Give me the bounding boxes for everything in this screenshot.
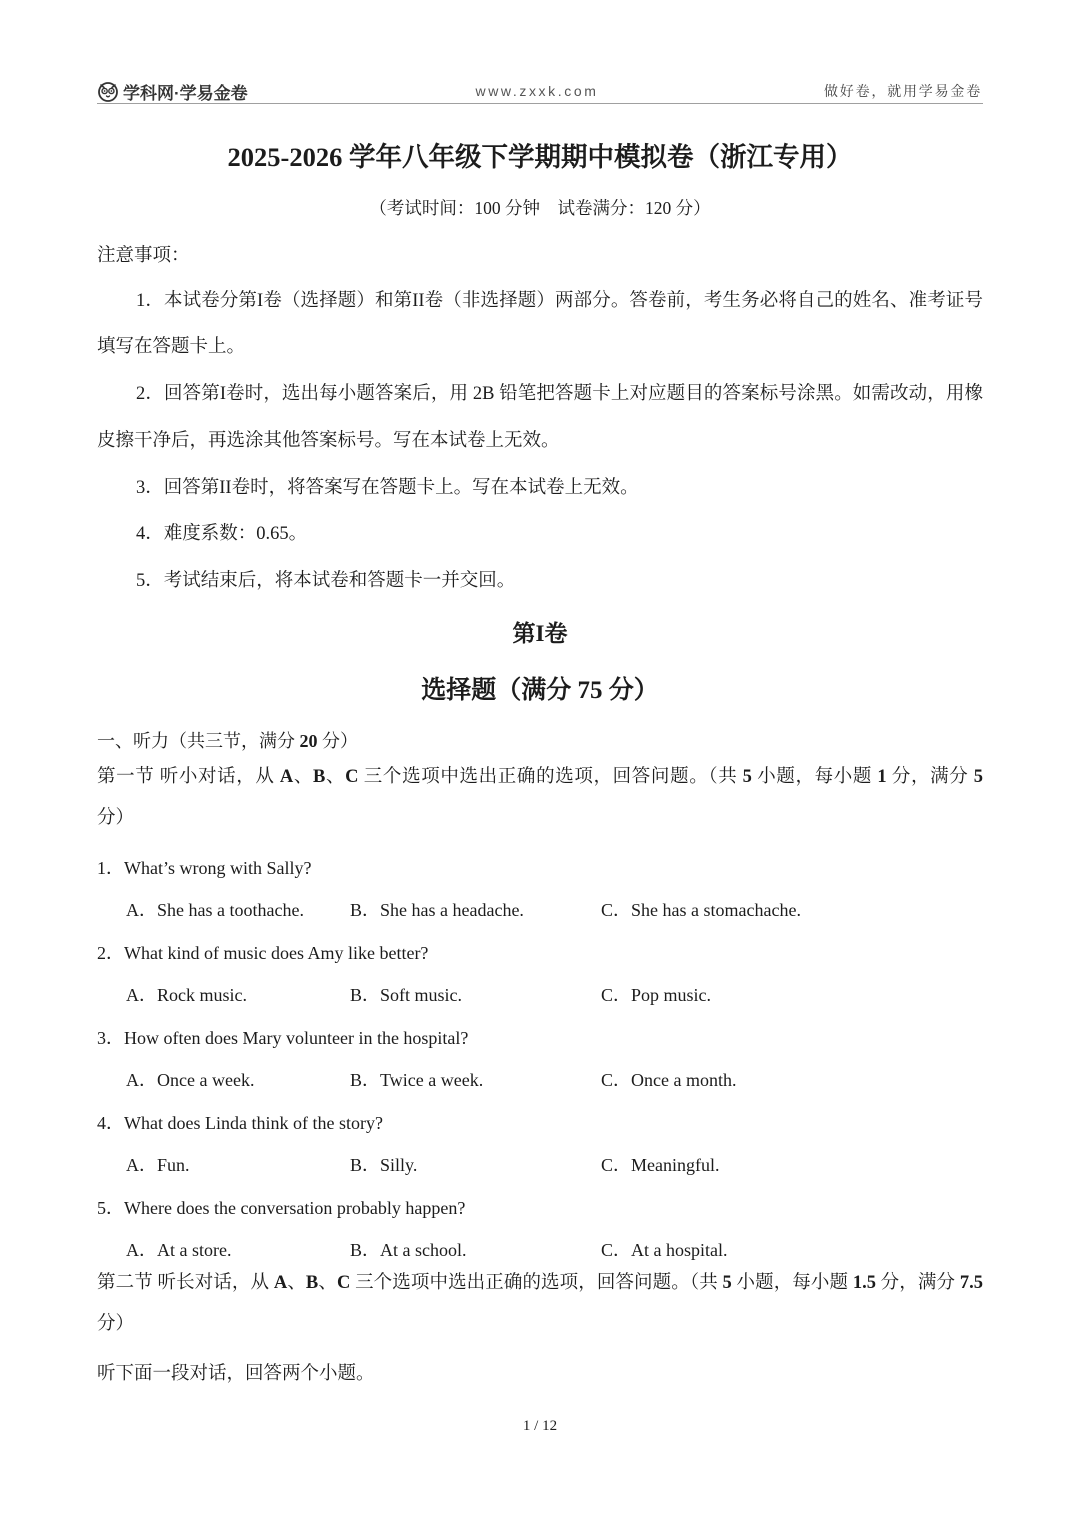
option-c: C．Pop music. — [601, 985, 712, 1006]
question-text: 4．What does Linda think of the story? — [97, 1112, 383, 1133]
text-segment: 、 — [325, 766, 346, 787]
notice-item: 2．回答第I卷时，选出每小题答案后，用 2B 铅笔把答题卡上对应题目的答案标号涂黑。如需改动，用橡皮擦干净后，再选涂其他答案标号。写在本试卷上无效。 — [97, 384, 983, 451]
option-a: A．Rock music. — [126, 985, 247, 1006]
text-segment: 分） — [97, 1313, 135, 1334]
text-segment: 小题，每小题 — [731, 1272, 853, 1293]
part-title: 第I卷 — [512, 621, 568, 646]
text-segment: 、 — [293, 766, 313, 787]
option-row — [97, 1059, 983, 1102]
listening-heading — [97, 726, 358, 756]
option-c: C．She has a stomachache. — [601, 900, 801, 921]
notice-item: 3．回答第II卷时，将答案写在答题卡上。写在本试卷上无效。 — [136, 477, 639, 498]
text-segment: 分，满分 — [875, 1272, 960, 1293]
text-segment: A — [279, 766, 294, 787]
exam-info: （考试时间：100 分钟 试卷满分：120 分） — [369, 198, 711, 218]
option-row — [97, 974, 983, 1017]
question-text: 2．What kind of music does Amy like better? — [97, 942, 429, 963]
option-a: A．She has a toothache. — [126, 900, 304, 921]
text-segment: 5 — [742, 766, 752, 787]
text-segment: 三个选项中选出正确的选项，回答问题。（共 — [358, 766, 743, 787]
text-segment: B — [313, 766, 326, 787]
text-segment: 小题，每小题 — [751, 766, 878, 787]
page-number: 1 / 12 — [522, 1418, 558, 1434]
option-b: B．Silly. — [350, 1155, 418, 1176]
option-c: C．At a hospital. — [601, 1240, 728, 1261]
text-segment: C — [345, 766, 359, 787]
text-segment: 、 — [287, 1272, 306, 1293]
question-text: 1．What’s wrong with Sally? — [97, 857, 312, 878]
option-b: B．Soft music. — [350, 985, 463, 1006]
option-b: B．She has a headache. — [350, 900, 524, 921]
text-segment: A — [273, 1272, 288, 1293]
notice-heading: 注意事项： — [97, 246, 190, 266]
part-subtitle: 选择题（满分 75 分） — [421, 677, 659, 704]
header-url: www.zxxk.com — [475, 83, 599, 99]
option-a: A．At a store. — [126, 1240, 232, 1261]
text-segment: 一、听力（共三节，满分 — [97, 731, 300, 751]
option-row — [97, 1144, 983, 1187]
site-logo — [97, 80, 248, 102]
notice-item: 5．考试结束后，将本试卷和答题卡一并交回。 — [136, 571, 516, 592]
text-segment: 三个选项中选出正确的选项，回答问题。（共 — [350, 1272, 723, 1293]
text-segment: 1.5 — [852, 1272, 876, 1293]
question-text: 3．How often does Mary volunteer in the hospital? — [97, 1027, 469, 1048]
question-text: 5．Where does the conversation probably happen? — [97, 1197, 466, 1218]
option-c: C．Once a month. — [601, 1070, 737, 1091]
text-segment: C — [336, 1272, 351, 1293]
text-segment: 、 — [318, 1272, 337, 1293]
section2-intro — [97, 1263, 983, 1345]
option-b: B．At a school. — [350, 1240, 467, 1261]
text-segment: 5 — [973, 766, 983, 787]
option-c: C．Meaningful. — [601, 1155, 720, 1176]
exam-title: 2025-2026 学年八年级下学期期中模拟卷（浙江专用） — [227, 142, 853, 172]
text-segment: 分） — [317, 731, 358, 751]
logo-text: 学科网·学易金卷 — [123, 83, 248, 103]
notice-item: 1．本试卷分第I卷（选择题）和第II卷（非选择题）两部分。答卷前，考生务必将自己的姓名、准考证号填写在答题卡上。 — [97, 290, 983, 358]
text-segment: 20 — [299, 731, 318, 751]
text-segment: 7.5 — [959, 1272, 983, 1293]
text-segment: 第二节 听长对话，从 — [97, 1272, 274, 1293]
text-segment: B — [305, 1272, 319, 1293]
notice-item: 4．难度系数：0.65。 — [136, 524, 308, 545]
option-b: B．Twice a week. — [350, 1070, 484, 1091]
text-segment: 5 — [722, 1272, 732, 1293]
text-segment: 分） — [97, 807, 135, 828]
section1-intro — [97, 757, 983, 839]
text-segment: 1 — [877, 766, 887, 787]
question-list — [97, 847, 983, 1272]
owl-logo-icon — [97, 80, 119, 102]
header-divider — [97, 103, 983, 104]
dialogue-instruction: 听下面一段对话，回答两个小题。 — [97, 1364, 375, 1384]
option-a: A．Once a week. — [126, 1070, 255, 1091]
option-a: A．Fun. — [126, 1155, 190, 1176]
option-row — [97, 889, 983, 932]
notice-list — [97, 278, 983, 606]
text-segment: 第一节 听小对话，从 — [97, 766, 280, 787]
text-segment: 分，满分 — [886, 766, 974, 787]
header-slogan: 做好卷，就用学易金卷 — [824, 83, 982, 99]
